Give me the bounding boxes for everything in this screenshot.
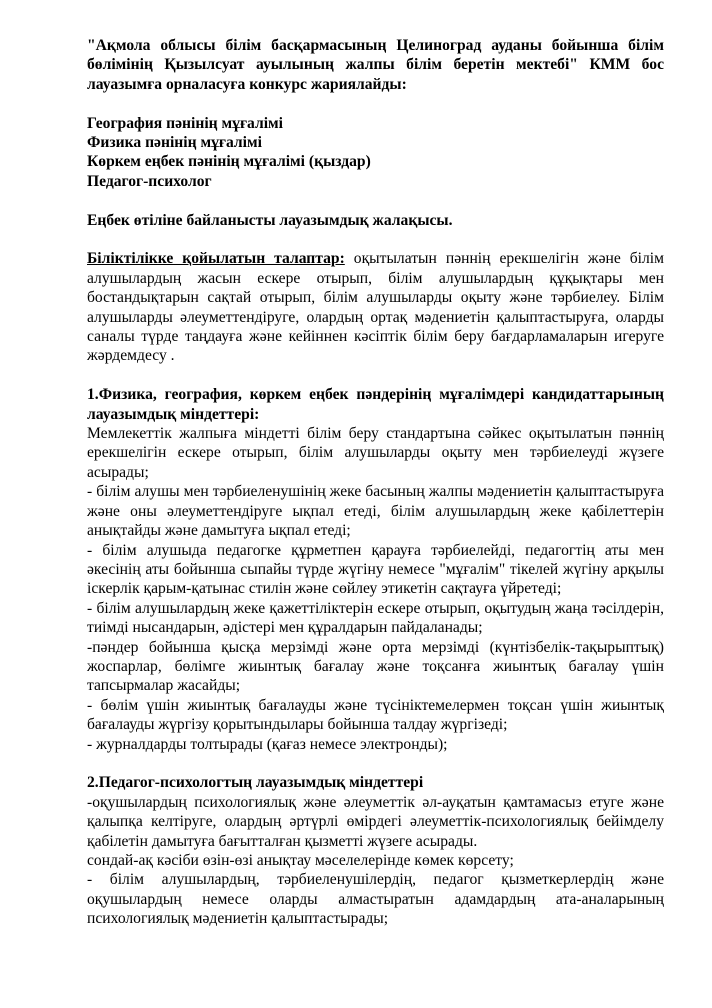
- spacer: [87, 366, 664, 385]
- spacer: [87, 230, 664, 249]
- section2-title: 2.Педагог-психологтың лауазымдық міндеттері: [87, 774, 424, 792]
- section1-paragraph: Мемлекеттік жалпыға міндетті білім беру стандартына сәйкес оқытылатын пәннің ерекшелігін ескере отырып, білім алушыларды оқыту мен тәрбиелеуді жүзеге асырады;: [87, 425, 664, 481]
- document-page: [87, 36, 664, 929]
- position-physics: Физика пәнінің мұғалімі: [87, 134, 262, 152]
- qualification-label: Біліктілікке қойылатын талаптар:: [87, 250, 345, 268]
- spacer: [87, 94, 664, 113]
- spacer: [87, 754, 664, 773]
- section1-paragraph: -пәндер бойынша қысқа мерзімді және орта мерзімді (күнтізбелік-тақырыптық) жоспарлар, бөлімге жиынтық бағалау және тоқсанға жиынтық бағалау үшін тапсырмалар жасайды;: [87, 638, 664, 695]
- position-geography: География пәнінің мұғалімі: [87, 114, 284, 132]
- section2-paragraph: - білім алушылардың, тәрбиеленушілердің, педагог қызметкерлердің және оқушылардың немесе оларды алмастыратын адамдардың ата-аналарының психологиялық мәдениетін қалыптастырады;: [87, 871, 664, 928]
- salary-note: Еңбек өтіліне байланысты лауазымдық жалақысы.: [87, 211, 453, 229]
- section2-paragraph: -оқушылардың психологиялық және әлеуметтік әл-ауқатын қамтамасыз етуге және қалыпқа келтіруге, олардың әртүрлі өмірдегі әлеуметтік-психологиялық бейімделу қабілетін дамытуға бағытталған қызметті жүзеге асырады.: [87, 793, 664, 850]
- section1-paragraph: - бөлім үшін жиынтық бағалауды және түсініктемелермен тоқсан үшін жиынтық бағалауды жүргізу қорытындылары бойынша талдау жүргізеді;: [87, 696, 664, 734]
- position-art-labor: Көркем еңбек пәнінің мұғалімі (қыздар): [87, 153, 371, 171]
- section1-title: 1.Физика, география, көркем еңбек пәндерінің мұғалімдері кандидаттарының лауазымдық міндеттері:: [87, 386, 664, 423]
- spacer: [87, 191, 664, 210]
- position-psychologist: Педагог-психолог: [87, 172, 212, 190]
- section1-paragraph: - журналдарды толтырады (қағаз немесе электронды);: [87, 735, 448, 753]
- announcement-heading: "Ақмола облысы білім басқармасының Целиноград ауданы бойынша білім бөлімінің Қызылсуат ауылының жалпы білім беретін мектебі" КММ бос лауазымға орналасуға конкурс жариялайды:: [87, 37, 664, 93]
- qualification-paragraph: [87, 249, 664, 365]
- section2-paragraph: сондай-ақ кәсіби өзін-өзі анықтау мәселелерінде көмек көрсету;: [87, 851, 514, 869]
- qualification-text: оқытылатын пәннің ерекшелігін және білім алушылардың жасын ескере отырып, білім алушылардың құқықтары мен бостандықтарын сақтай отырып, білім алушыларды оқыту және тәрбиелеу. Білім алушыларды әлеуметтендіруге, олардың ортақ мәдениетін қалыптастыруға, оларды саналы түрде таңдауға және кейіннен кәсіптік білім беру бағдарламаларын игеруге жәрдемдесу .: [87, 250, 665, 365]
- section1-paragraph: - білім алушыда педагогке құрметпен қарауға тәрбиелейді, педагогтің аты мен әкесінің аты бойынша сыпайы түрде жүгіну немесе "мұғалім" тікелей жүгіну арқылы іскерлік қарым-қатынас стилін және сөйлеу этикетін сақтауға үйретеді;: [87, 541, 664, 598]
- section1-paragraph: - білім алушылардың жеке қажеттіліктерін ескере отырып, оқытудың жаңа тәсілдерін, тиімді нысандарын, әдістері мен құралдарын пайдаланады;: [87, 599, 664, 637]
- section1-paragraph: - білім алушы мен тәрбиеленушінің жеке басының жалпы мәдениетін қалыптастыруға және оны әлеуметтендіруге ықпал етеді, білім алушылардың жеке қабілеттерін анықтайды және дамытуға ықпал етеді;: [87, 483, 664, 540]
